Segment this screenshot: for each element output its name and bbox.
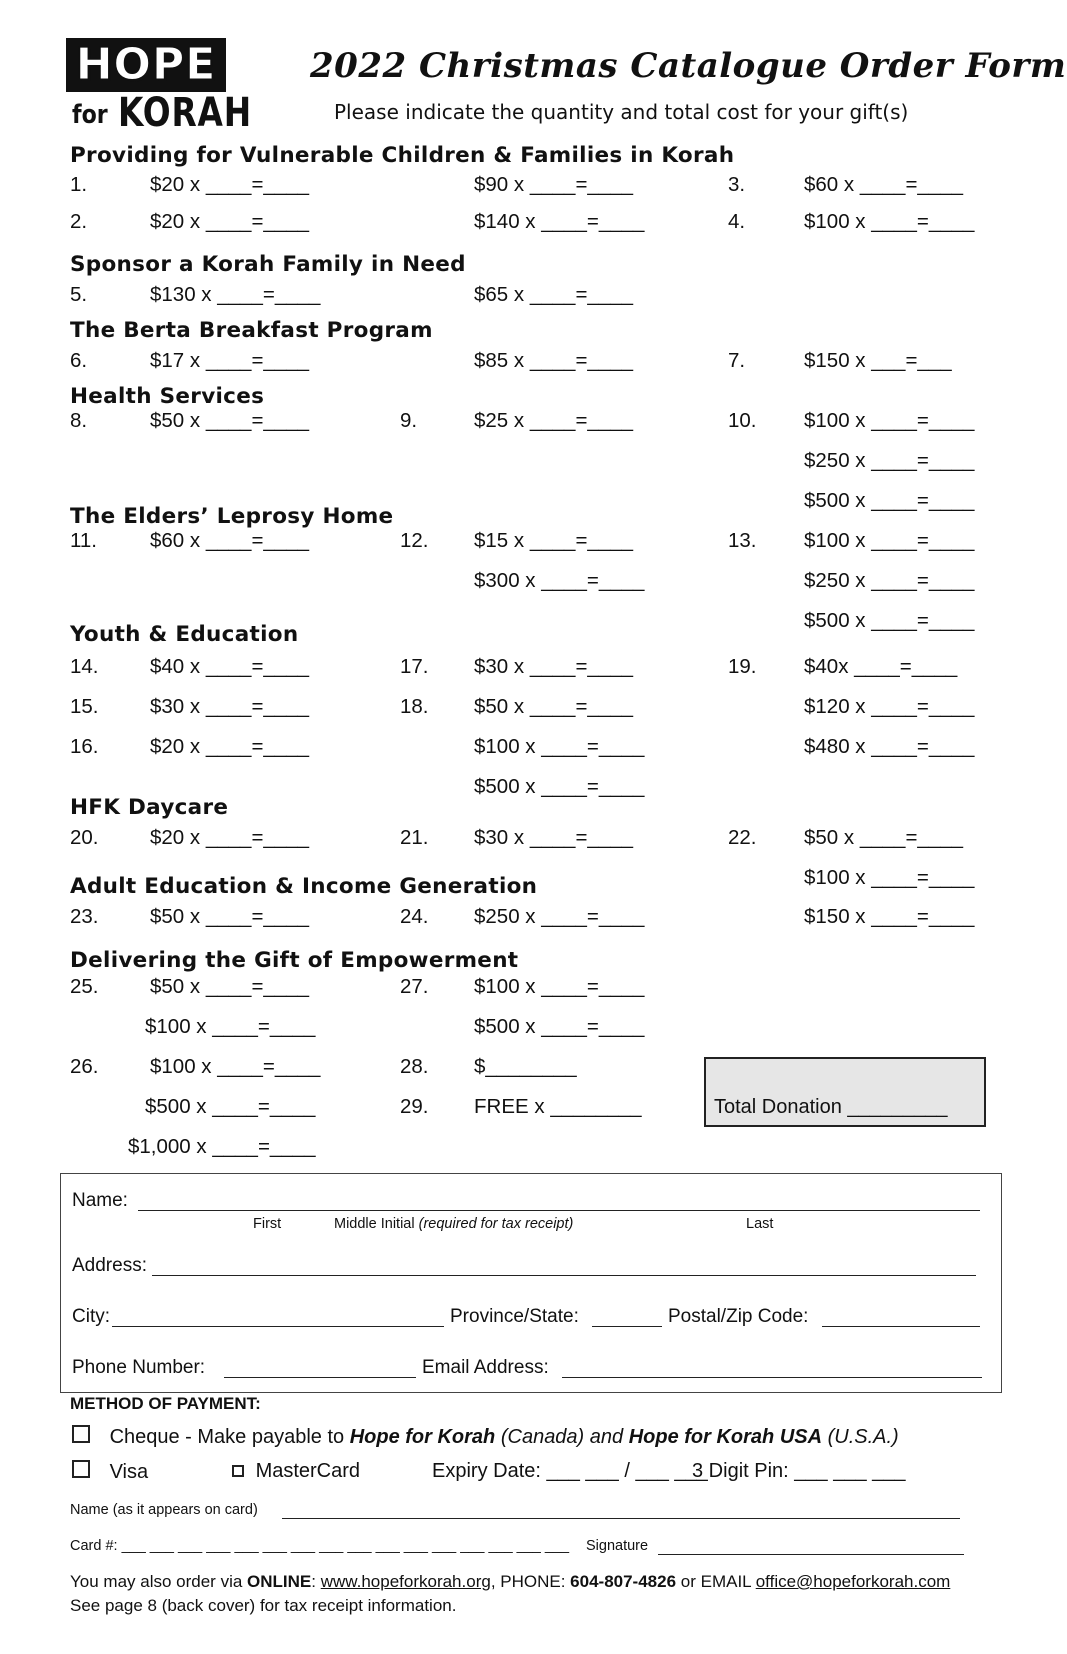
gift-amount-field[interactable]: $20 x ____=____ [150,173,310,196]
section-title: The Berta Breakfast Program [70,318,433,343]
gift-amount-field[interactable]: $17 x ____=____ [150,349,310,372]
gift-amount-field[interactable]: $500 x ____=____ [474,1015,645,1038]
gift-amount-field[interactable]: $50 x ____=____ [804,826,964,849]
gift-amount-field[interactable]: $100 x ____=____ [474,975,645,998]
gift-amount-field[interactable]: $300 x ____=____ [474,569,645,592]
item-number: 14. [70,655,99,678]
gift-amount-field[interactable]: $150 x ____=____ [804,905,975,928]
total-donation-box[interactable] [704,1057,986,1127]
address-field[interactable] [152,1275,976,1276]
item-number: 15. [70,695,99,718]
item-number: 4. [728,210,746,233]
item-number: 22. [728,826,757,849]
item-number: 17. [400,655,429,678]
section-title: Delivering the Gift of Empowerment [70,948,519,973]
gift-amount-field[interactable]: $________ [474,1055,577,1078]
card-number-field[interactable]: Card #: ___ ___ ___ ___ ___ ___ ___ ___ ___ ___ ___ ___ ___ ___ ___ ___ [70,1538,570,1554]
section-title: Youth & Education [70,622,299,647]
item-number: 5. [70,283,88,306]
item-number: 25. [70,975,99,998]
item-number: 21. [400,826,429,849]
city-label: City: [72,1306,110,1327]
gift-amount-field[interactable]: $100 x ____=____ [804,866,975,889]
mastercard-label: MasterCard [255,1460,361,1482]
section-title: Providing for Vulnerable Children & Families in Korah [70,143,735,168]
item-number: 28. [400,1055,429,1078]
gift-amount-field[interactable]: $100 x ____=____ [804,529,975,552]
name-field[interactable] [138,1210,980,1211]
gift-amount-field[interactable]: $40x ____=____ [804,655,958,678]
card-name-label: Name (as it appears on card) [70,1502,258,1518]
item-number: 1. [70,173,88,196]
page-title: 2022 Christmas Catalogue Order Form [310,46,1067,86]
postal-field[interactable] [822,1326,980,1327]
logo-korah: KORAH [118,90,253,136]
card-name-field[interactable] [282,1518,960,1519]
item-number: 8. [70,409,88,432]
payment-title: METHOD OF PAYMENT: [70,1394,261,1413]
item-number: 3. [728,173,746,196]
item-number: 16. [70,735,99,758]
section-title: Health Services [70,384,265,409]
gift-amount-field[interactable]: $25 x ____=____ [474,409,634,432]
phone-label: Phone Number: [72,1357,206,1378]
middle-label: Middle Initial (required for tax receipt) [334,1216,574,1232]
email-field[interactable] [562,1377,982,1378]
expiry-field[interactable]: Expiry Date: ___ ___ / ___ ___ [432,1460,708,1482]
gift-amount-field[interactable]: $100 x ____=____ [804,210,975,233]
last-label: Last [746,1216,774,1232]
gift-amount-field[interactable]: $100 x ____=____ [145,1015,316,1038]
gift-amount-field[interactable]: $15 x ____=____ [474,529,634,552]
footer-tax-note: See page 8 (back cover) for tax receipt information. [70,1596,457,1615]
item-number: 24. [400,905,429,928]
gift-amount-field[interactable]: $250 x ____=____ [474,905,645,928]
item-number: 18. [400,695,429,718]
province-label: Province/State: [450,1306,579,1327]
gift-amount-field[interactable]: $1,000 x ____=____ [128,1135,316,1158]
gift-amount-field[interactable]: $480 x ____=____ [804,735,975,758]
gift-amount-field[interactable]: $50 x ____=____ [150,409,310,432]
gift-amount-field[interactable]: $20 x ____=____ [150,210,310,233]
gift-amount-field[interactable]: $30 x ____=____ [474,826,634,849]
mastercard-option[interactable] [232,1460,360,1483]
gift-amount-field[interactable]: $140 x ____=____ [474,210,645,233]
gift-amount-field[interactable]: $65 x ____=____ [474,283,634,306]
gift-amount-field[interactable]: $50 x ____=____ [150,975,310,998]
gift-amount-field[interactable]: $500 x ____=____ [804,489,975,512]
visa-checkbox[interactable] [72,1460,90,1478]
cheque-label: Cheque [109,1426,180,1448]
gift-amount-field[interactable]: $100 x ____=____ [474,735,645,758]
item-number: 23. [70,905,99,928]
gift-amount-field[interactable]: $20 x ____=____ [150,826,310,849]
address-label: Address: [72,1255,147,1276]
signature-label: Signature [586,1538,649,1554]
gift-amount-field[interactable]: $60 x ____=____ [150,529,310,552]
gift-amount-field[interactable]: $250 x ____=____ [804,449,975,472]
logo-hope: HOPE [66,38,226,92]
first-label: First [253,1216,282,1232]
item-number: 10. [728,409,757,432]
postal-label: Postal/Zip Code: [668,1306,809,1327]
email-link[interactable]: office@hopeforkorah.com [755,1572,951,1591]
gift-amount-field[interactable]: $85 x ____=____ [474,349,634,372]
item-number: 2. [70,210,88,233]
gift-amount-field[interactable]: $60 x ____=____ [804,173,964,196]
section-title: Adult Education & Income Generation [70,874,538,899]
item-number: 9. [400,409,418,432]
gift-amount-field[interactable]: $40 x ____=____ [150,655,310,678]
pin-field[interactable]: 3 Digit Pin: ___ ___ ___ [692,1460,906,1482]
item-number: 19. [728,655,757,678]
visa-label: Visa [109,1461,149,1483]
gift-amount-field[interactable]: $50 x ____=____ [150,905,310,928]
gift-amount-field[interactable]: $500 x ____=____ [145,1095,316,1118]
gift-amount-field[interactable]: $250 x ____=____ [804,569,975,592]
cheque-checkbox[interactable] [72,1425,90,1443]
item-number: 11. [70,529,97,552]
mastercard-checkbox[interactable] [232,1465,244,1477]
gift-amount-field[interactable]: $130 x ____=____ [150,283,321,306]
phone-field[interactable] [224,1377,416,1378]
item-number: 26. [70,1055,99,1078]
total-donation-label: Total Donation _________ [714,1096,948,1118]
item-number: 20. [70,826,99,849]
item-number: 12. [400,529,429,552]
name-label: Name: [72,1190,128,1211]
gift-amount-field[interactable]: $20 x ____=____ [150,735,310,758]
gift-amount-field[interactable]: $100 x ____=____ [150,1055,321,1078]
section-title: The Elders’ Leprosy Home [70,504,394,529]
email-label: Email Address: [422,1357,549,1378]
item-number: 7. [728,349,746,372]
logo-for: for [72,100,108,130]
item-number: 29. [400,1095,429,1118]
city-field[interactable] [112,1326,444,1327]
section-title: Sponsor a Korah Family in Need [70,252,466,277]
item-number: 13. [728,529,757,552]
section-title: HFK Daycare [70,795,229,820]
gift-amount-field[interactable]: $500 x ____=____ [804,609,975,632]
gift-amount-field[interactable]: FREE x ________ [474,1095,642,1118]
gift-amount-field[interactable]: $90 x ____=____ [474,173,634,196]
gift-amount-field[interactable]: $50 x ____=____ [474,695,634,718]
item-number: 6. [70,349,88,372]
gift-amount-field[interactable]: $30 x ____=____ [474,655,634,678]
gift-amount-field[interactable]: $150 x ___=___ [804,349,952,372]
website-link[interactable]: www.hopeforkorah.org [320,1572,491,1591]
gift-amount-field[interactable]: $500 x ____=____ [474,775,645,798]
cheque-option[interactable]: Cheque - Make payable to Hope for Korah (Canada) and Hope for Korah USA (U.S.A.) [72,1425,899,1449]
signature-field[interactable] [658,1554,964,1555]
gift-amount-field[interactable]: $120 x ____=____ [804,695,975,718]
gift-amount-field[interactable]: $100 x ____=____ [804,409,975,432]
page-subtitle: Please indicate the quantity and total cost for your gift(s) [334,100,909,124]
visa-option[interactable] [72,1460,148,1484]
footer-contact: You may also order via ONLINE: www.hopeforkorah.org, PHONE: 604-807-4826 or EMAIL office@hopeforkorah.com [70,1572,951,1591]
gift-amount-field[interactable]: $30 x ____=____ [150,695,310,718]
item-number: 27. [400,975,429,998]
province-field[interactable] [592,1326,662,1327]
